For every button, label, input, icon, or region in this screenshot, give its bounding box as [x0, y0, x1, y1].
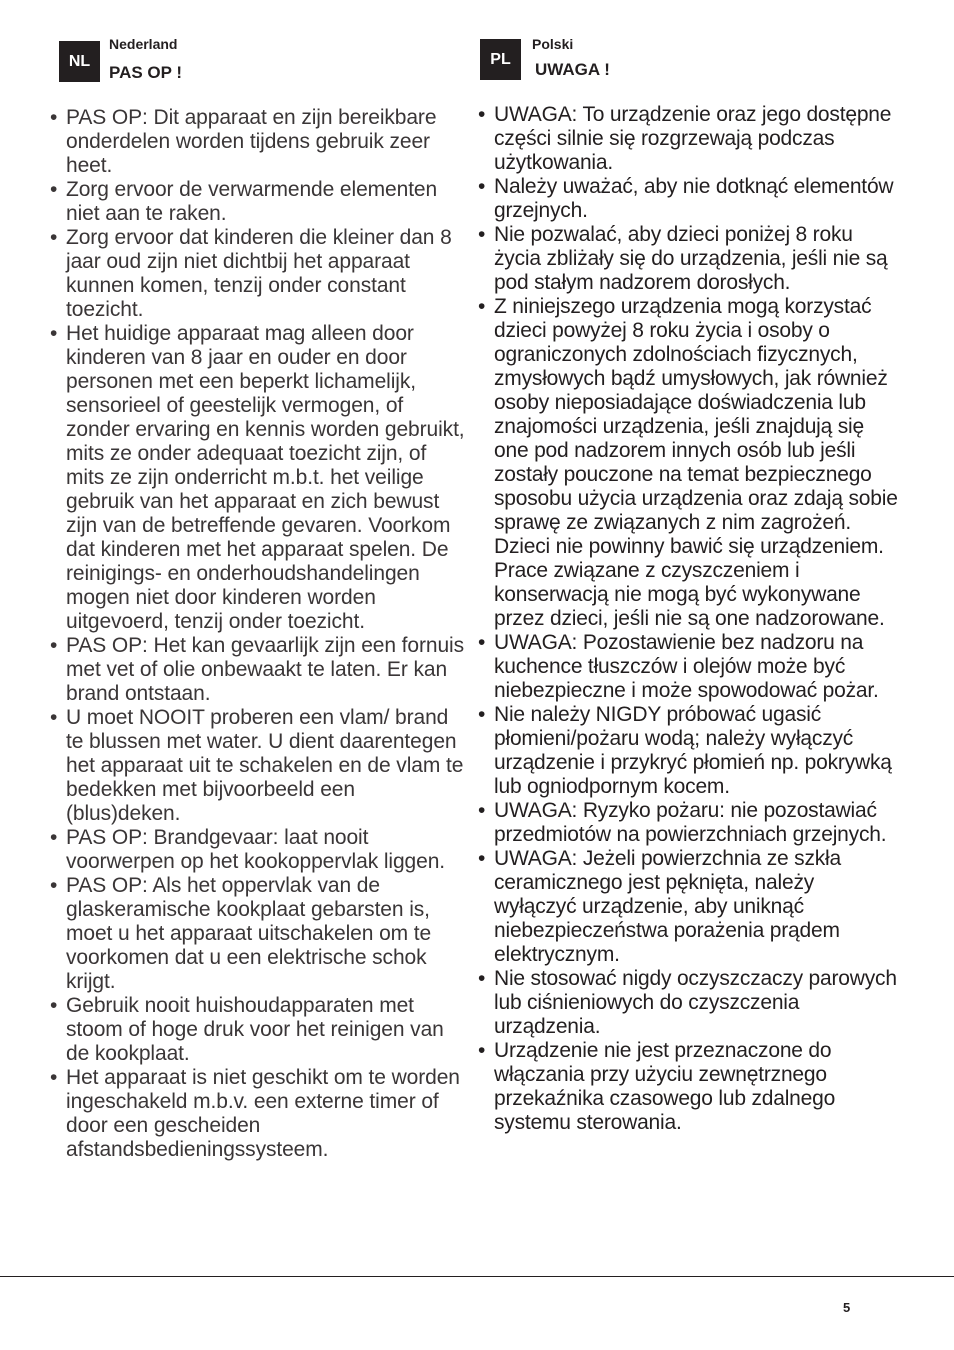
warning-list — [50, 106, 465, 1162]
language-badge: NL — [59, 41, 100, 82]
list-item — [478, 631, 898, 703]
list-item — [50, 322, 465, 634]
bullet-icon: • — [50, 634, 58, 657]
bullet-icon: • — [478, 799, 486, 822]
bullet-icon: • — [50, 1066, 58, 1089]
list-item — [50, 106, 465, 178]
item-text: PAS OP: Het kan gevaarlijk zijn een fornuis met vet of olie onbewaakt te laten. Er kan brand ontstaan. — [66, 634, 465, 705]
bullet-icon: • — [478, 631, 486, 654]
bullet-icon: • — [478, 103, 486, 126]
bullet-icon: • — [478, 175, 486, 198]
list-item — [50, 826, 465, 874]
item-text: Nie stosować nigdy oczyszczaczy parowych lub ciśnieniowych do czyszczenia urządzenia. — [494, 967, 897, 1038]
bullet-icon: • — [50, 322, 58, 345]
bullet-icon: • — [478, 703, 486, 726]
warning-heading: PAS OP ! — [109, 63, 183, 82]
language-badge: PL — [480, 39, 521, 80]
list-item — [478, 967, 898, 1039]
language-name: Nederland — [109, 36, 178, 52]
bullet-icon: • — [50, 706, 58, 729]
item-text: PAS OP: Als het oppervlak van de glaskeramische kookplaat gebarsten is, moet u het apparaat uitschakelen om te voorkomen dat u een elektrische schok krijgt. — [66, 874, 432, 993]
footer-divider — [0, 1276, 954, 1277]
bullet-icon: • — [50, 994, 58, 1017]
warning-heading: UWAGA ! — [535, 60, 610, 79]
bullet-icon: • — [50, 874, 58, 897]
list-item — [478, 175, 898, 223]
item-text: Het apparaat is niet geschikt om te worden ingeschakeld m.b.v. een externe timer of door een gescheiden afstandsbedieningssysteem. — [66, 1066, 460, 1161]
item-text: Zorg ervoor de verwarmende elementen niet aan te raken. — [66, 178, 438, 225]
list-item — [50, 178, 465, 226]
item-text: U moet NOOIT proberen een vlam/ brand te blussen met water. U dient daarentegen het apparaat uit te schakelen en de vlam te bedekken met bijvoorbeeld een (blus)deken. — [66, 706, 464, 825]
item-text: PAS OP: Dit apparaat en zijn bereikbare onderdelen worden tijdens gebruik zeer heet. — [66, 106, 437, 177]
list-item — [50, 634, 465, 706]
item-text: Gebruik nooit huishoudapparaten met stoom of hoge druk voor het reinigen van de kookplaat. — [66, 994, 444, 1065]
list-item — [50, 874, 465, 994]
item-text: UWAGA: Ryzyko pożaru: nie pozostawiać przedmiotów na powierzchniach grzejnych. — [494, 799, 887, 846]
list-item — [50, 706, 465, 826]
warning-list — [478, 103, 898, 1135]
item-text: Nie pozwalać, aby dzieci poniżej 8 roku życia zbliżały się do urządzenia, jeśli nie są pod stałym nadzorem dorosłych. — [494, 223, 888, 294]
list-item — [478, 703, 898, 799]
bullet-icon: • — [478, 223, 486, 246]
list-item — [50, 994, 465, 1066]
bullet-icon: • — [478, 1039, 486, 1062]
bullet-icon: • — [478, 847, 486, 870]
item-text: PAS OP: Brandgevaar: laat nooit voorwerpen op het kookoppervlak liggen. — [66, 826, 446, 873]
list-item — [478, 103, 898, 175]
item-text: UWAGA: Jeżeli powierzchnia ze szkła ceramicznego jest pęknięta, należy wyłączyć urządzenie, aby uniknąć niebezpieczeństwa porażenia prądem elektrycznym. — [494, 847, 842, 966]
list-item — [478, 847, 898, 967]
item-text: Zorg ervoor dat kinderen die kleiner dan 8 jaar oud zijn niet dichtbij het apparaat kunnen komen, tenzij onder constant toezicht. — [66, 226, 452, 321]
page-number: 5 — [843, 1300, 851, 1315]
list-item — [478, 223, 898, 295]
item-text: Het huidige apparaat mag alleen door kinderen van 8 jaar en ouder en door personen met een beperkt lichamelijk, sensorieel of geestelijk vermogen, of zonder ervaring en kennis worden gebruikt, mits ze onder adequaat toezicht zijn, of mits ze zijn onderricht m.b.t. het veilige gebruik van het apparaat en zich bewust zijn van de betreffende gevaren. Voorkom dat kinderen met het apparaat spelen. De reinigings- en onderhoudshandelingen mogen niet door kinderen worden uitgevoerd, tenzij onder toezicht. — [66, 322, 465, 633]
bullet-icon: • — [50, 226, 58, 249]
list-item — [478, 799, 898, 847]
bullet-icon: • — [50, 178, 58, 201]
item-text: UWAGA: To urządzenie oraz jego dostępne części silnie się rozgrzewają podczas użytkowania. — [494, 103, 892, 174]
item-text: Urządzenie nie jest przeznaczone do włączania przy użyciu zewnętrznego przekaźnika czasowego lub zdalnego systemu sterowania. — [494, 1039, 836, 1134]
bullet-icon: • — [50, 106, 58, 129]
list-item — [50, 226, 465, 322]
item-text: Z niniejszego urządzenia mogą korzystać dzieci powyżej 8 roku życia i osoby o ograniczonych zdolnościach fizycznych, zmysłowych bądź umysłowych, jak również osoby nieposiadające doświadczenia lub znajomości urządzenia, jeśli znajdują się one pod nadzorem innych osób lub jeśli zostały pouczone na temat bezpiecznego sposobu użycia urządzenia oraz zdają sobie sprawę ze związanych z nim zagrożeń. Dzieci nie powinny bawić się urządzeniem. Prace związane z czyszczeniem i konserwacją nie mogą być wykonywane przez dzieci, jeśli nie są one nadzorowane. — [494, 295, 898, 630]
item-text: Nie należy NIGDY próbować ugasić płomieni/pożaru wodą; należy wyłączyć urządzenie i przykryć płomień np. pokrywką lub ogniodpornym kocem. — [494, 703, 892, 798]
bullet-icon: • — [50, 826, 58, 849]
list-item — [478, 295, 898, 631]
list-item — [50, 1066, 465, 1162]
bullet-icon: • — [478, 967, 486, 990]
bullet-icon: • — [478, 295, 486, 318]
item-text: Należy uważać, aby nie dotknąć elementów grzejnych. — [494, 175, 894, 222]
list-item — [478, 1039, 898, 1135]
item-text: UWAGA: Pozostawienie bez nadzoru na kuchence tłuszczów i olejów może być niebezpieczne i może spowodować pożar. — [494, 631, 879, 702]
language-name: Polski — [532, 36, 574, 52]
